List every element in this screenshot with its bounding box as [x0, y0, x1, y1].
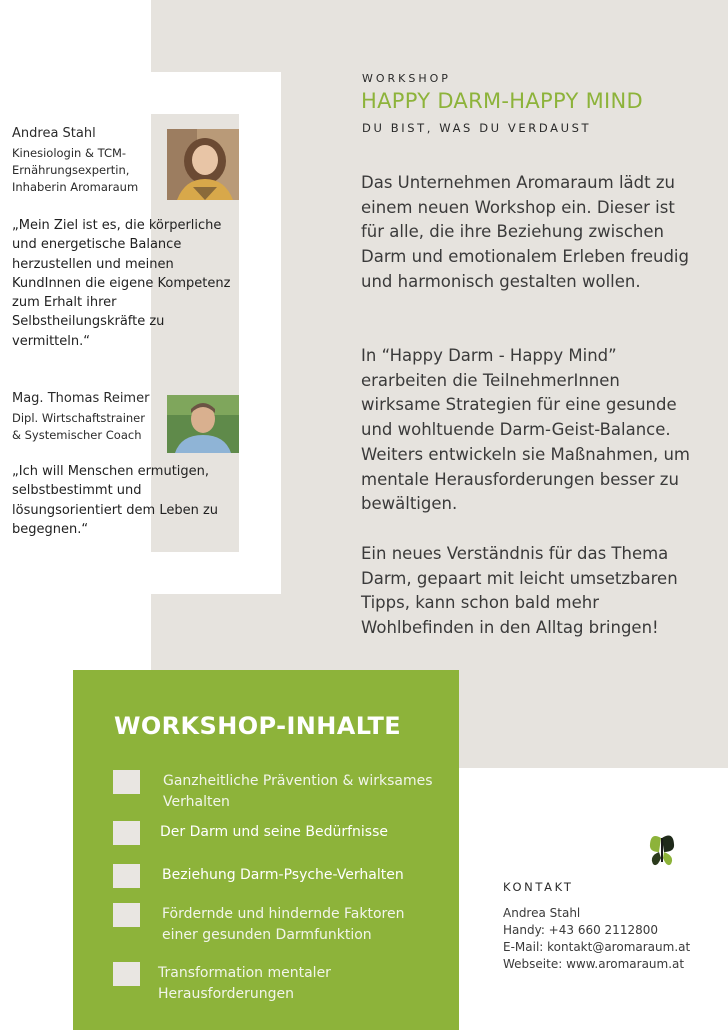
- speaker-role-line: Inhaberin Aromaraum: [12, 180, 139, 194]
- contents-title: WORKSHOP-INHALTE: [114, 712, 402, 740]
- contents-item: Transformation mentaler Herausforderungen: [158, 965, 331, 1002]
- andrea-stahl-photo: [167, 129, 239, 200]
- speaker-name: Mag. Thomas Reimer: [12, 391, 150, 406]
- speaker-role-line: Dipl. Wirtschaftstrainer: [12, 411, 145, 425]
- speaker-role-line: & Systemischer Coach: [12, 428, 142, 442]
- strategy-paragraph: In “Happy Darm - Happy Mind” erarbeiten die TeilnehmerInnen wirksame Strategien für eine gesunde und wohltuende Darm-Geist-Balance. Weiters entwickeln sie Maßnahmen, um mentale Herausforderungen besser zu bewältigen.: [361, 346, 691, 514]
- workshop-subtitle: DU BIST, WAS DU VERDAUST: [362, 121, 592, 135]
- background-beige-panel-lower: [459, 670, 728, 768]
- contact-phone: Handy: +43 660 2112800: [503, 923, 658, 937]
- contact-heading: KONTAKT: [503, 880, 574, 894]
- contents-item: Fördernde und hindernde Faktoren einer gesunden Darmfunktion: [162, 906, 405, 943]
- item-checkbox[interactable]: [113, 962, 140, 986]
- speaker-role-line: Kinesiologin & TCM-: [12, 146, 127, 160]
- speaker-quote: „Mein Ziel ist es, die körperliche und energetische Balance herzustellen und meinen KundInnen die eigene Kompetenz zum Erhalt ihrer Selbstheilungskräfte zu vermitteln.“: [12, 218, 231, 349]
- contents-item: Der Darm und seine Bedürfnisse: [160, 824, 388, 840]
- contact-name: Andrea Stahl: [503, 906, 581, 920]
- speaker-name: Andrea Stahl: [12, 126, 96, 141]
- item-checkbox[interactable]: [113, 864, 140, 888]
- contact-website[interactable]: Webseite: www.aromaraum.at: [503, 957, 685, 971]
- intro-paragraph: Das Unternehmen Aromaraum lädt zu einem neuen Workshop ein. Dieser ist für alle, die ihre Beziehung zwischen Darm und emotionalem Erleben freudig und harmonisch gestalten wollen.: [361, 173, 689, 291]
- speaker-quote: „Ich will Menschen ermutigen, selbstbestimmt und lösungsorientiert dem Leben zu begegnen.“: [12, 464, 219, 537]
- item-checkbox[interactable]: [113, 770, 140, 794]
- item-checkbox[interactable]: [113, 903, 140, 927]
- closing-paragraph: Ein neues Verständnis für das Thema Darm, gepaart mit leicht umsetzbaren Tipps, kann schon bald mehr Wohlbefinden in den Alltag bringen!: [361, 544, 678, 638]
- contact-email[interactable]: E-Mail: kontakt@aromaraum.at: [503, 940, 691, 954]
- contents-item: Beziehung Darm-Psyche-Verhalten: [162, 867, 404, 883]
- speaker-role-line: Ernährungsexpertin,: [12, 163, 130, 177]
- contents-item: Ganzheitliche Prävention & wirksames Verhalten: [163, 773, 433, 810]
- workshop-title: HAPPY DARM-HAPPY MIND: [361, 89, 643, 113]
- workshop-kicker: WORKSHOP: [362, 72, 451, 85]
- item-checkbox[interactable]: [113, 821, 140, 845]
- thomas-reimer-photo: [167, 395, 239, 453]
- butterfly-icon: [647, 832, 677, 872]
